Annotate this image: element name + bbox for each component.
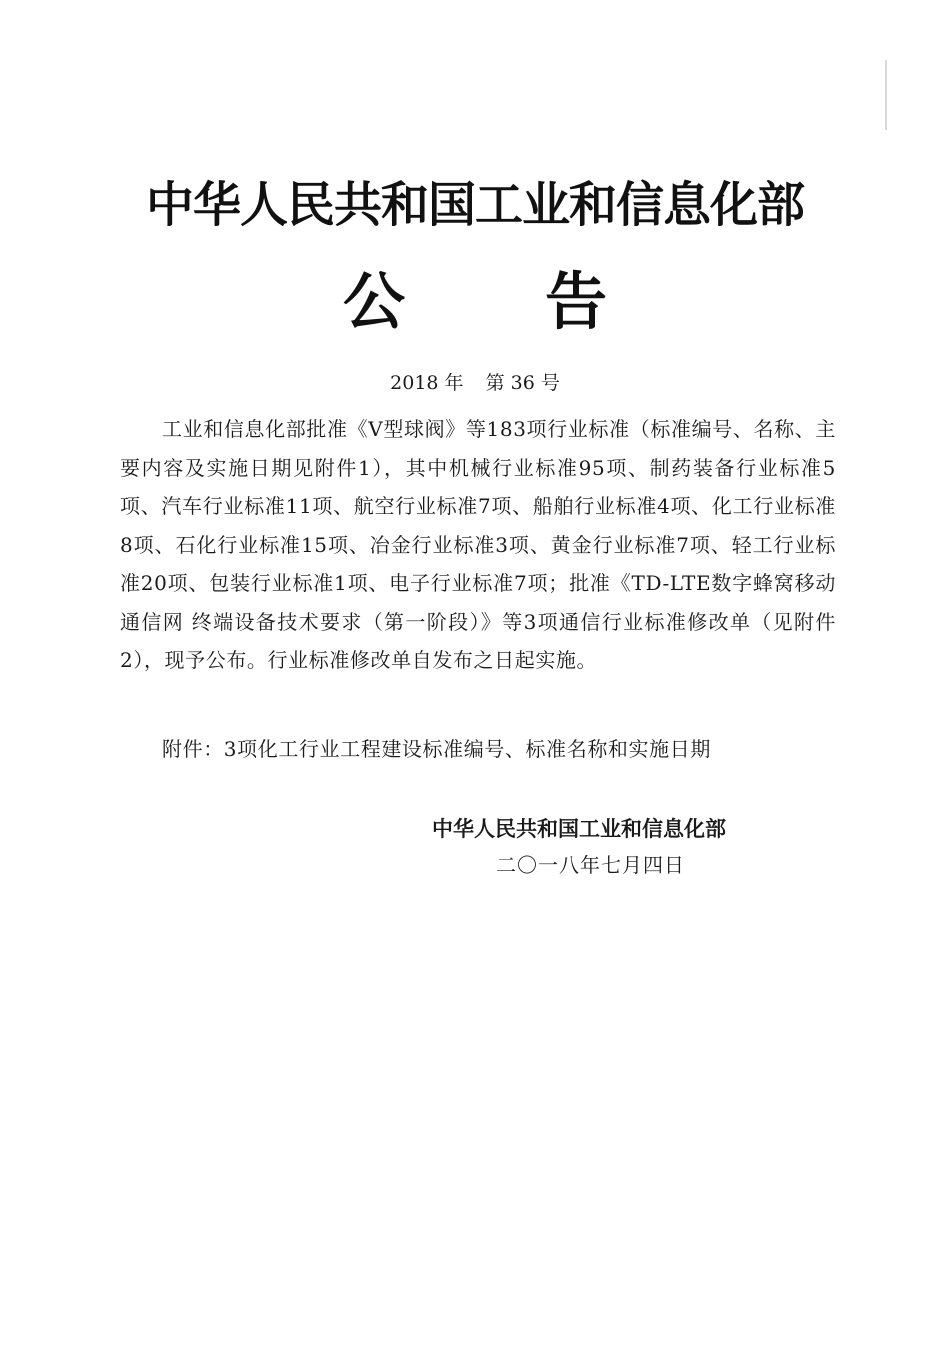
notice-title-char-1: 公 <box>342 265 405 338</box>
issue-year: 2018 年 <box>390 372 464 394</box>
notice-title <box>0 262 950 342</box>
issue-number: 第 36 号 <box>485 372 560 394</box>
attachment-line: 附件：3项化工行业工程建设标准编号、标准名称和实施日期 <box>162 737 711 761</box>
notice-body-paragraph: 工业和信息化部批准《V型球阀》等183项行业标准（标准编号、名称、主要内容及实施日期见附件1），其中机械行业标准95项、制药装备行业标准5项、汽车行业标准11项、航空行业标准7项、船舶行业标准4项、化工行业标准8项、石化行业标准15项、冶金行业标准3项、黄金行业标准7项、轻工行业标准20项、包装行业标准1项、电子行业标准7项；批准《TD-LTE数字蜂窝移动通信网 终端设备技术要求（第一阶段）》等3项通信行业标准修改单（见附件2），现予公布。行业标准修改单自发布之日起实施。 <box>120 417 836 672</box>
issue-number-line <box>0 368 950 398</box>
signature-organization: 中华人民共和国工业和信息化部 <box>432 817 726 841</box>
document-masthead: 中华人民共和国工业和信息化部 <box>145 177 804 233</box>
scan-edge-mark <box>885 60 887 130</box>
notice-title-char-2: 告 <box>545 265 608 338</box>
signature-date: 二〇一八年七月四日 <box>496 853 685 877</box>
